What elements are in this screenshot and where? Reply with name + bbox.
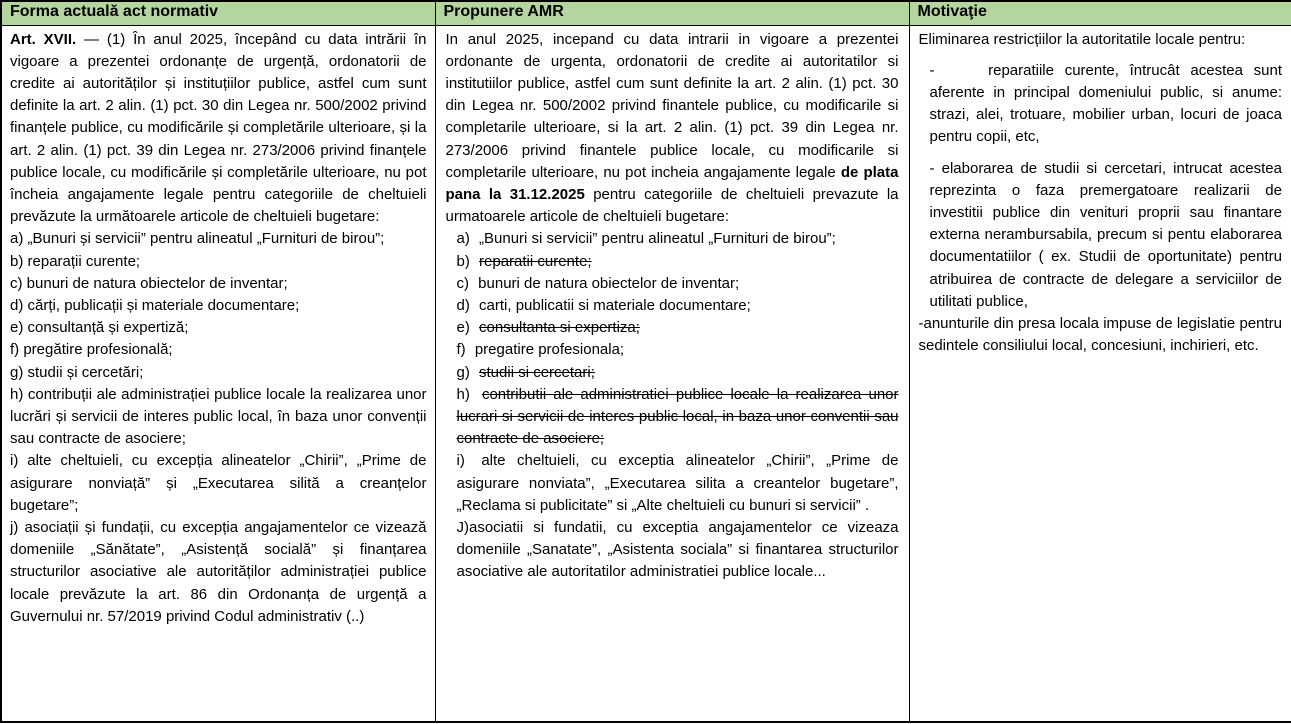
item-letter: e) [10, 319, 24, 337]
list-item [446, 273, 899, 295]
propunere-amr-content [436, 26, 909, 720]
list-item [10, 517, 427, 628]
cell-forma-actuala [1, 25, 435, 722]
struck-text: reparatii curente; [479, 252, 592, 270]
forma-actuala-content [2, 26, 435, 720]
article-number: Art. XVII. [10, 30, 77, 48]
bold-deadline-text: de plata pana la 31.12.2025 [445, 163, 899, 203]
item-text: studii și cercetări; [27, 363, 144, 381]
item-text: bunuri de natura obiectelor de inventar; [26, 274, 288, 292]
item-letter: j) [10, 518, 19, 536]
list-item [446, 362, 899, 384]
item-text: - elaborarea de studii si cercetari, intrucat acestea reprezinta o faza premergatoare realizarii de investitii publice din venituri proprii sau finantare externa nerambursabila, precum si pentu elaborarea documentatiilor ( ex. Studii de oportunitate) pentru atribuirea de contracte de delegare a serviciilor de utilitati publice, [929, 159, 1282, 310]
item-text: carti, publicatii si materiale documentare; [479, 296, 751, 314]
header-row [1, 1, 1291, 25]
list-item [10, 450, 427, 517]
list-item [10, 273, 427, 295]
item-letter: i) [10, 452, 19, 470]
list-item [10, 362, 427, 384]
item-letter: h) [10, 385, 24, 403]
item-text: cărți, publicații și materiale documentare; [27, 296, 300, 314]
item-text: pregătire profesională; [23, 341, 173, 359]
struck-text: consultanta si expertiza; [479, 319, 640, 337]
item-text: Eliminarea restricțiilor la autoritatile locale pentru: [918, 30, 1246, 48]
cell-motivatie [909, 25, 1291, 722]
column-header-motivatie: Motivaţie [909, 1, 1291, 25]
item-letter: g) [10, 363, 24, 381]
struck-text: contributii ale administratiei publice locale la realizarea unor lucrari si servicii de interes public local, in baza unor conventii sau contracte de asociere; [456, 385, 899, 448]
list-item [446, 251, 899, 273]
list-item [10, 295, 427, 317]
paragraph-intro [446, 29, 899, 229]
list-item [446, 228, 899, 250]
item-letter: f) [10, 341, 20, 359]
item-letter: f) [456, 341, 466, 359]
list-item [10, 317, 427, 339]
list-item [446, 450, 899, 517]
column-header-forma-actuala: Forma actuală act normativ [1, 1, 435, 25]
list-item [446, 295, 899, 317]
item-letter: i) [456, 452, 465, 470]
item-text: „Bunuri și servicii” pentru alineatul „Furnituri de birou”; [27, 230, 385, 248]
item-text: -anunturile din presa locala impuse de legislatie pentru sedintele consiliului local, concesiuni, inchirieri, etc. [918, 314, 1282, 355]
struck-text: studii si cercetari; [479, 363, 595, 381]
paragraph [919, 158, 1283, 313]
propunere-amr-list [446, 228, 899, 583]
item-text: „Bunuri si servicii” pentru alineatul „Furnituri de birou”; [479, 230, 836, 248]
list-item [446, 384, 899, 451]
item-letter: d) [10, 296, 24, 314]
paragraph [919, 60, 1283, 149]
motivatie-content [910, 26, 1291, 720]
paragraph [919, 29, 1283, 51]
paragraph-intro [10, 29, 427, 229]
item-text: - reparatiile curente, întrucât acestea sunt aferente in principal domeniului public, si anume: strazi, alei, trotuare, mobilier urban, locuri de joaca pentru copii, etc, [929, 61, 1282, 146]
list-item [10, 384, 427, 451]
list-item [446, 339, 899, 361]
item-letter: a) [10, 230, 24, 248]
cell-propunere-amr [435, 25, 909, 722]
item-letter: h) [456, 385, 470, 403]
item-text: pregatire profesionala; [474, 341, 625, 359]
list-item [446, 317, 899, 339]
body-row [1, 25, 1291, 722]
paragraph [919, 313, 1283, 357]
list-item [10, 339, 427, 361]
motivatie-paragraphs [919, 29, 1283, 358]
item-text: J)asociatii si fundatii, cu exceptia angajamentelor ce vizeaza domeniile „Sanatate”, „Asistenta sociala” si finantarea structurilor asociative ale autoritatilor administratiei publice locale... [456, 518, 899, 581]
item-letter: c) [10, 274, 23, 292]
item-letter: b) [456, 252, 470, 270]
item-letter: a) [456, 230, 470, 248]
item-letter: d) [456, 296, 470, 314]
item-letter: c) [456, 274, 469, 292]
item-text: consultanță și expertiză; [27, 319, 189, 337]
item-letter: b) [10, 252, 24, 270]
column-header-propunere-amr: Propunere AMR [435, 1, 909, 25]
item-letter: e) [456, 319, 470, 337]
forma-actuala-list [10, 228, 427, 628]
list-item [10, 251, 427, 273]
item-text: bunuri de natura obiectelor de inventar; [478, 274, 740, 292]
item-text: alte cheltuieli, cu exceptia alineatelor „Chirii”, „Prime de asigurare nonviata”, „Executarea silita a creantelor bugetare”, „Reclama si publicitate” si „Alte cheltuieli cu bunuri si servicii” . [456, 452, 899, 514]
intro-text: — (1) În anul 2025, începând cu data intrării în vigoare a prezentei ordonanțe de urgență, ordonatorii de credite ai autorităților și instituțiilor publice, astfel cum sunt definite la art. 2 alin. (1) pct. 30 din Legea nr. 500/2002 privind finanțele publice, cu modificările și completările ulterioare, și la art. 2 alin. (1) pct. 39 din Legea nr. 273/2006 privind finanțele publice locale, cu modificările și completările ulterioare, nu pot încheia angajamente legale pentru categoriile de cheltuieli prevăzute la următoarele articole de cheltuieli bugetare: [10, 30, 427, 226]
item-text: reparații curente; [27, 252, 141, 270]
item-text: alte cheltuieli, cu excepția alineatelor „Chirii”, „Prime de asigurare nonviață” și „Executarea silită a creanțelor bugetare”; [10, 452, 427, 514]
item-text: contribuții ale administrației publice locale la realizarea unor lucrări și servicii de interes public local, în baza unor convenții sau contracte de asociere; [10, 385, 427, 448]
intro-text-before: In anul 2025, incepand cu data intrarii in vigoare a prezentei ordonante de urgenta, ordonatorii de credite ai autoritatilor si institutiilor publice, astfel cum sunt definite la art. 2 alin. (1) pct. 30 din Legea nr. 500/2002 privind finantele publice, cu modificarile si completarile ulterioare, si la art. 2 alin. (1) pct. 39 din Legea nr. 273/2006 privind finantele publice locale, cu modificarile si completarile ulterioare, nu pot incheia angajamente legale [445, 30, 899, 181]
item-letter: g) [456, 363, 470, 381]
list-item [10, 228, 427, 250]
paragraph [446, 517, 899, 584]
item-text: asociații și fundații, cu excepția angajamentelor ce vizează domeniile „Sănătate”, „Asistență socială” și finanțarea structurilor asociative ale autorităților administrației publice locale prevăzute la art. 86 din Ordonanța de urgență a Guvernului nr. 57/2019 privind Codul administrativ (..) [10, 518, 427, 625]
intro-text-after: pentru categoriile de cheltuieli prevazute la urmatoarele articole de cheltuieli bugetare: [445, 185, 899, 226]
